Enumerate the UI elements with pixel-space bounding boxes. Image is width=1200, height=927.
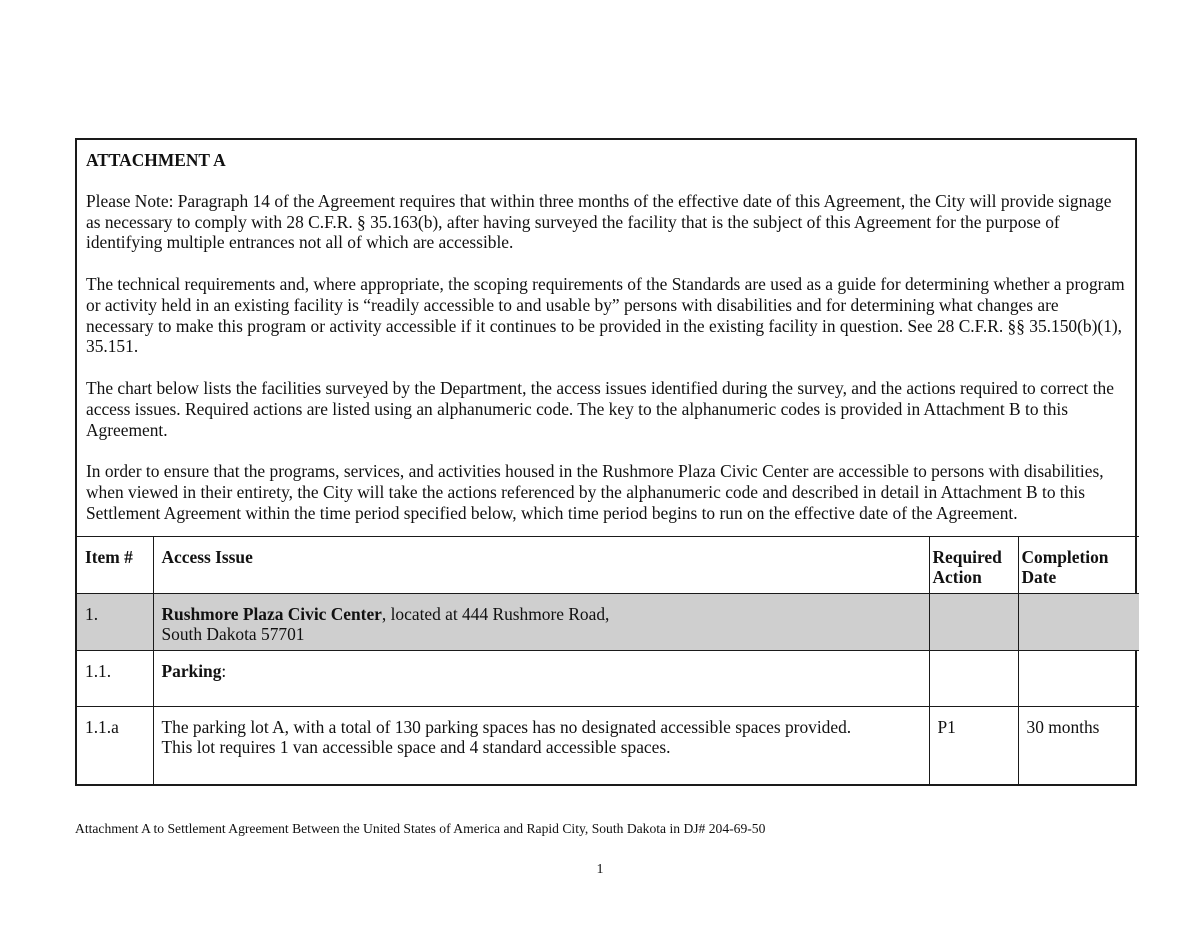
detail-item-number: 1.1.a	[77, 706, 153, 784]
footer-note: Attachment A to Settlement Agreement Between the United States of America and Rapid City, South Dakota in DJ# 204-69-50	[75, 821, 766, 836]
intro-paragraph-time-period: In order to ensure that the programs, services, and activities housed in the Rushmore Plaza Civic Center are accessible to persons with disabilities, when viewed in their entirety, the City will take the actions referenced by the alphanumeric code and described in detail in Attachment B to this Settlement Agreement within the time period specified below, which time period begins to run on the effective date of the Agreement.	[86, 461, 1104, 523]
header-required-action: Required Action	[929, 536, 1018, 593]
facility-name: Rushmore Plaza Civic Center	[161, 603, 382, 624]
header-completion-date: Completion Date	[1018, 536, 1139, 593]
header-item-number: Item #	[77, 536, 153, 593]
facility-description	[153, 593, 929, 650]
table-row	[77, 650, 1139, 706]
table-header-row	[77, 536, 1139, 593]
intro-paragraph-chart-description: The chart below lists the facilities surveyed by the Department, the access issues identified during the survey, and the actions required to correct the access issues. Required actions are listed using an alphanumeric code. The key to the alphanumeric codes is provided in Attachment B to this Agreement.	[86, 377, 1114, 440]
attachment-heading: ATTACHMENT A	[86, 150, 226, 170]
table-row	[77, 593, 1139, 650]
facility-required-action	[929, 593, 1018, 650]
facility-location: , located at 444 Rushmore Road,	[381, 603, 610, 624]
page-number: 1	[596, 862, 604, 877]
facility-item-number: 1.	[77, 593, 153, 650]
facility-completion-date	[1018, 593, 1139, 650]
facility-state-zip: South Dakota 57701	[161, 624, 305, 645]
attachment-intro	[77, 140, 1135, 536]
intro-paragraph-standards: The technical requirements and, where appropriate, the scoping requirements of the Standards are used as a guide for determining whether a program or activity held in an existing facility is “readily accessible to and usable by” persons with disabilities and for determining what changes are necessary to make this program or activity accessible if it continues to be provided in the existing facility in question. See 28 C.F.R. §§ 35.150(b)(1), 35.151.	[86, 273, 1125, 357]
access-issues-table	[77, 536, 1139, 785]
table-row	[77, 706, 1139, 784]
header-access-issue: Access Issue	[153, 536, 929, 593]
detail-access-issue: The parking lot A, with a total of 130 parking spaces has no designated accessible spaces provided. This lot requires 1 van accessible space and 4 standard accessible spaces.	[153, 706, 929, 784]
section-item-number: 1.1.	[77, 650, 153, 706]
section-label: Parking:	[153, 650, 929, 706]
section-required-action	[929, 650, 1018, 706]
section-completion-date	[1018, 650, 1139, 706]
detail-completion-date: 30 months	[1018, 706, 1139, 784]
intro-paragraph-signage: Please Note: Paragraph 14 of the Agreement requires that within three months of the effective date of this Agreement, the City will provide signage as necessary to comply with 28 C.F.R. § 35.163(b), after having surveyed the facility that is the subject of this Agreement for the purpose of identifying multiple entrances not all of which are accessible.	[86, 190, 1112, 253]
detail-required-action: P1	[929, 706, 1018, 784]
attachment-box	[75, 138, 1137, 786]
